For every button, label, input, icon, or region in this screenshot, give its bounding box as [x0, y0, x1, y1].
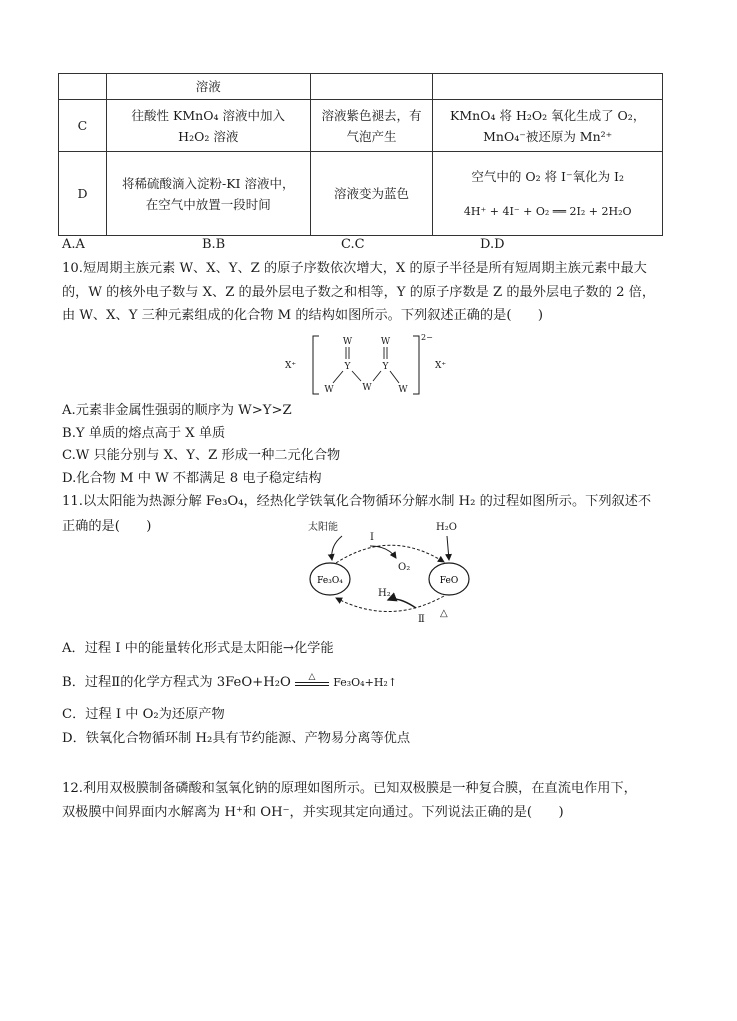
option-a: A.A — [62, 237, 85, 252]
atom-w: W — [362, 383, 372, 393]
table-cell — [310, 74, 433, 100]
cell-line: H₂O₂ 溶液 — [178, 128, 239, 144]
h2-label: H₂ — [378, 588, 391, 599]
table-cell: 溶液 — [106, 74, 310, 100]
q11-stem-line: 11.以太阳能为热源分解 Fe₃O₄，经热化学铁氧化合物循环分解水制 H₂ 的过程如图所示。下列叙述不 — [62, 494, 652, 509]
bracket-left — [313, 336, 319, 394]
table-row — [59, 74, 663, 100]
option-b: B.B — [202, 237, 226, 252]
table-cell — [106, 152, 310, 236]
atom-w: W — [380, 337, 391, 347]
atom-y: Y — [382, 362, 389, 372]
heat-label: △ — [440, 608, 448, 619]
option-d: D.D — [480, 237, 505, 252]
q10-option-a: A.元素非金属性强弱的顺序为 W>Y>Z — [62, 403, 292, 418]
q12-stem-line: 12.利用双极膜制备磷酸和氢氧化钠的原理如图所示。已知双极膜是一种复合膜，在直流电作用下， — [62, 781, 637, 796]
q12-stem-line: 双极膜中间界面内水解离为 H⁺和 OH⁻，并实现其定向通过。下列说法正确的是( ) — [62, 805, 564, 820]
atom-y: Y — [344, 362, 351, 372]
q11-option-c: C．过程 I 中 O₂为还原产物 — [62, 707, 225, 722]
feo-label: FeO — [439, 576, 459, 586]
option-b-prefix: B．过程Ⅱ的化学方程式为 3FeO+H₂O — [62, 675, 291, 690]
q10-stem-line: 的，W 的核外电子数与 X、Z 的最外层电子数之和相等，Y 的原子序数是 Z 的最外层电子数的 2 倍， — [62, 285, 656, 300]
table-cell: 溶液变为蓝色 — [310, 152, 433, 236]
table-cell — [310, 100, 433, 152]
arrow-h2 — [388, 599, 416, 608]
atom-w: W — [342, 337, 353, 347]
option-c: C.C — [341, 237, 365, 252]
option-b-suffix: Fe₃O₄+H₂↑ — [333, 676, 398, 689]
arrow-solar — [332, 536, 342, 560]
step1-label: Ⅰ — [370, 532, 374, 543]
q11-option-b — [62, 673, 397, 693]
table-row — [59, 152, 663, 236]
bracket-right — [413, 336, 419, 394]
arrow-step1 — [336, 545, 444, 563]
table-cell — [59, 74, 107, 100]
table-cell — [433, 152, 663, 236]
arrow-water — [447, 536, 449, 560]
atom-w: W — [398, 385, 408, 395]
cell-line: 在空气中放置一段时间 — [145, 196, 271, 212]
atom-w: W — [324, 385, 334, 395]
cell-line: 将稀硫酸滴入淀粉-KI 溶液中， — [122, 175, 295, 191]
water-label: H₂O — [436, 522, 457, 533]
cell-line: 往酸性 KMnO₄ 溶液中加入 — [131, 107, 285, 123]
row-label: C — [59, 100, 107, 152]
o2-label: O₂ — [398, 562, 411, 573]
q10-option-d: D.化合物 M 中 W 不都满足 8 电子稳定结构 — [62, 471, 322, 486]
q10-option-c: C.W 只能分别与 X、Y、Z 形成一种二元化合物 — [62, 448, 341, 463]
anion-charge: 2− — [421, 333, 433, 342]
cation-right: X⁺ — [435, 361, 447, 371]
q11-cycle-diagram — [300, 516, 485, 628]
heat-equals-sign — [295, 672, 329, 686]
q10-stem-line: 由 W、X、Y 三种元素组成的化合物 M 的结构如图所示。下列叙述正确的是( ) — [62, 308, 544, 323]
q10-stem-line: 10.短周期主族元素 W、X、Y、Z 的原子序数依次增大，X 的原子半径是所有短周期主族元素中最大 — [62, 261, 647, 276]
cell-line: KMnO₄ 将 H₂O₂ 氧化生成了 O₂， — [450, 107, 646, 123]
row-label: D — [59, 152, 107, 236]
solar-label: 太阳能 — [308, 522, 338, 533]
cation-left: X⁺ — [285, 361, 297, 371]
table-cell — [106, 100, 310, 152]
step2-label: Ⅱ — [418, 614, 425, 625]
heat-condition: △ — [308, 672, 316, 682]
q11-stem-line: 正确的是( ) — [62, 519, 152, 534]
q10-structure-diagram — [285, 328, 455, 400]
fe3o4-label: Fe₃O₄ — [317, 576, 343, 586]
cell-line: 气泡产生 — [346, 128, 397, 144]
cell-line: 溶液紫色褪去，有 — [321, 107, 422, 123]
arrow-o2 — [370, 546, 396, 558]
q11-option-d: D．铁氧化合物循环制 H₂具有节约能源、产物易分离等优点 — [62, 731, 411, 746]
cell-line: MnO₄⁻被还原为 Mn²⁺ — [483, 128, 613, 144]
table-row — [59, 100, 663, 152]
q9-table — [58, 73, 663, 236]
equation: 4H⁺ + 4I⁻ + O₂ ══ 2I₂ + 2H₂O — [463, 204, 632, 218]
q10-option-b: B.Y 单质的熔点高于 X 单质 — [62, 426, 226, 441]
cell-line: 空气中的 O₂ 将 I⁻氧化为 I₂ — [471, 168, 624, 184]
table-cell — [433, 100, 663, 152]
table-cell — [433, 74, 663, 100]
q11-option-a: A．过程 I 中的能量转化形式是太阳能→化学能 — [62, 641, 334, 656]
